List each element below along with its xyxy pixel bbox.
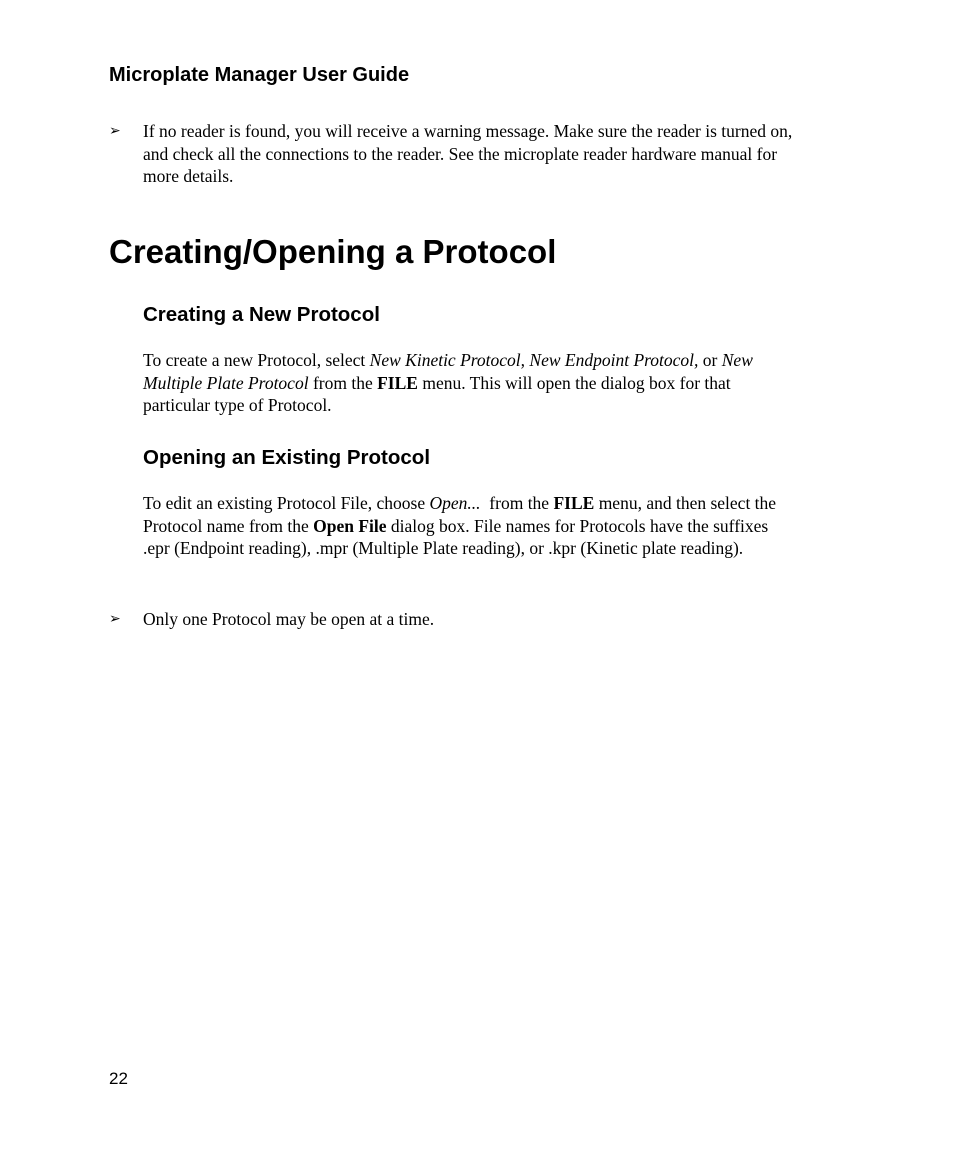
file-menu-name: FILE <box>553 493 595 513</box>
text-run: from the <box>308 372 378 393</box>
arrow-bullet-icon: ➢ <box>109 611 121 627</box>
text-run: from the <box>480 493 554 513</box>
text-run: menu, and then select the Protocol name from the <box>143 493 777 536</box>
page-number: 22 <box>109 1069 128 1088</box>
heading-creating-new-protocol: Creating a New Protocol <box>143 303 380 326</box>
text-run: To edit an existing Protocol File, choose <box>143 493 430 513</box>
menu-item-open: Open... <box>429 493 481 513</box>
note-text: If no reader is found, you will receive a warning message. Make sure the reader is turned on, and check all the connections to the reader. See the microplate reader hardware manual for more details. <box>143 121 793 186</box>
note-reader-not-found <box>109 120 799 188</box>
menu-item-new-kinetic-endpoint: New Kinetic Protocol, New Endpoint Protocol, <box>369 350 699 370</box>
text-run: menu. This will open the dialog box for that particular type of Protocol. <box>143 372 731 415</box>
open-file-dialog-name: Open File <box>313 515 387 536</box>
section-title: Creating/Opening a Protocol <box>109 233 557 270</box>
note-text: Only one Protocol may be open at a time. <box>143 609 435 629</box>
paragraph-opening-protocol <box>143 492 793 560</box>
menu-item-new-multiple-plate: New Multiple Plate Protocol <box>143 350 753 393</box>
text-run: To create a new Protocol, select <box>143 350 370 370</box>
running-header: Microplate Manager User Guide <box>109 64 410 86</box>
file-menu-name: FILE <box>377 372 418 393</box>
heading-opening-existing-protocol: Opening an Existing Protocol <box>143 446 431 469</box>
note-one-protocol <box>109 608 799 631</box>
paragraph-creating-protocol <box>143 349 793 417</box>
text-run: or <box>698 350 722 370</box>
arrow-bullet-icon: ➢ <box>109 123 121 139</box>
text-run: dialog box. File names for Protocols have the suffixes .epr (Endpoint reading), .mpr (Multiple Plate reading), or .kpr (Kinetic plate reading). <box>143 515 769 558</box>
